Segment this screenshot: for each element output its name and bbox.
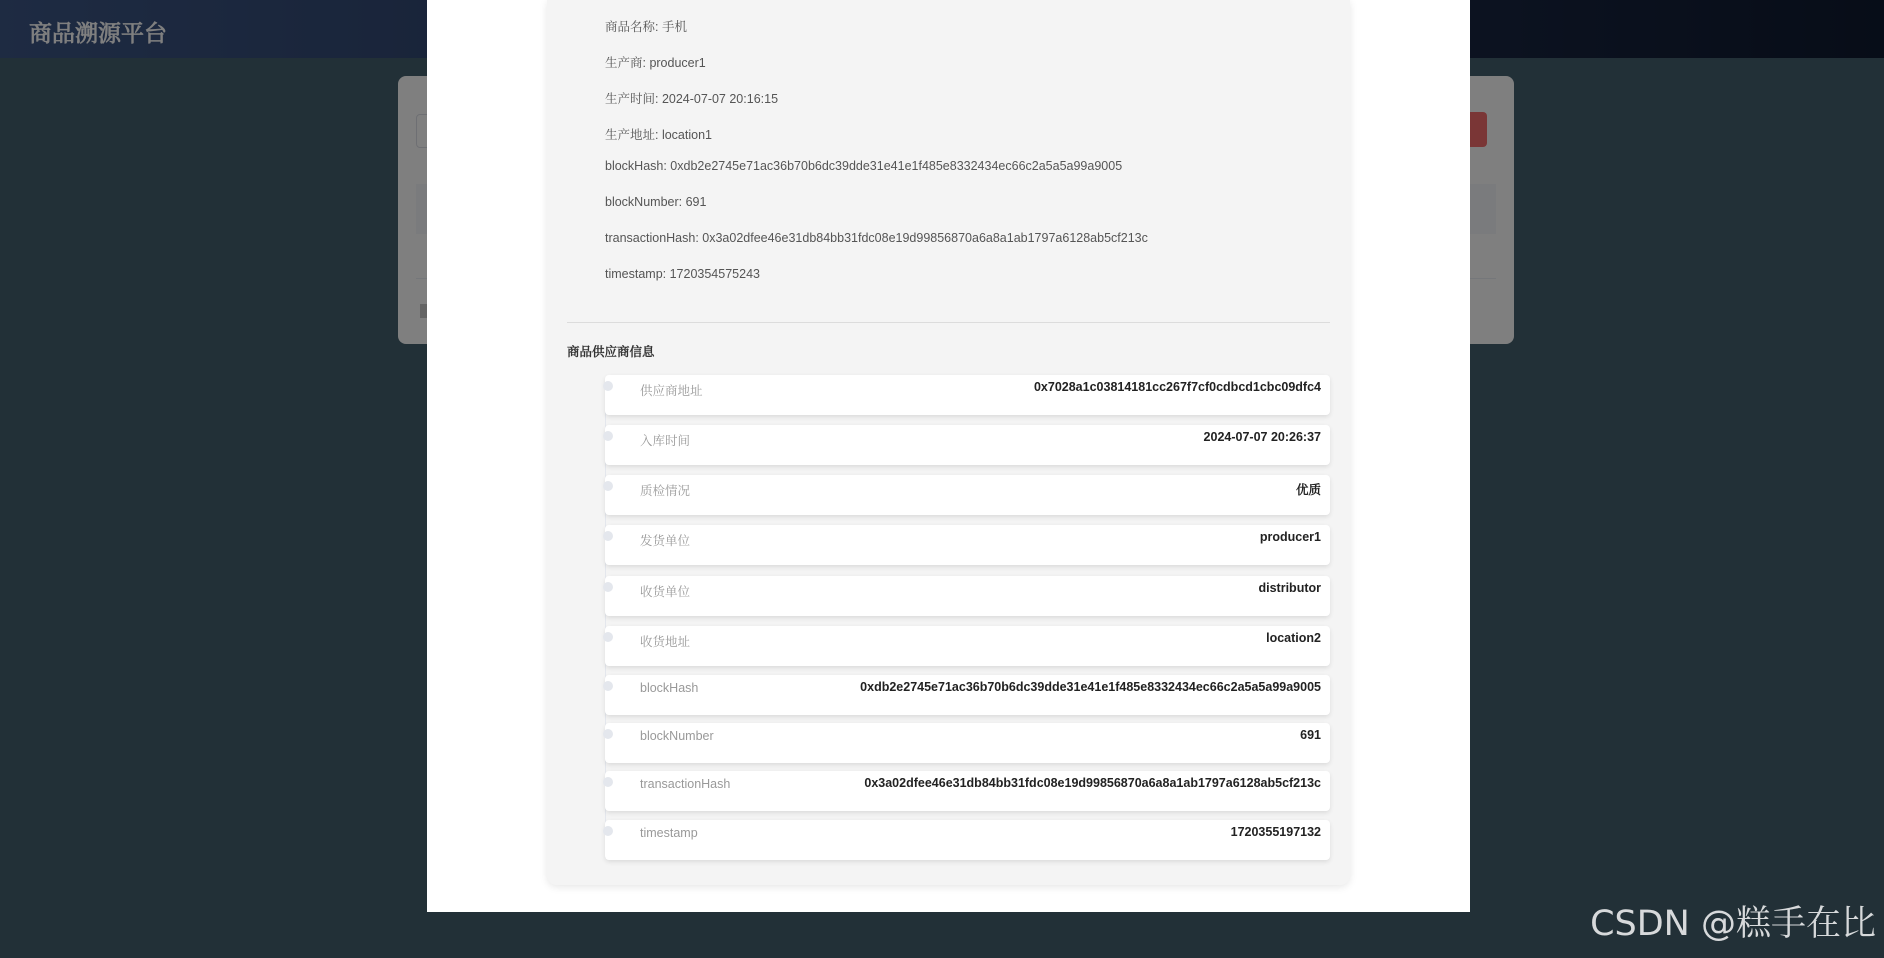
timeline-value: 0xdb2e2745e71ac36b70b6dc39dde31e41e1f485e8332434ec66c2a5a5a99a9005 (860, 680, 1321, 694)
product-name: 商品名称: 手机 (605, 20, 687, 34)
supplier-section-title: 商品供应商信息 (567, 345, 655, 359)
timeline-label: 发货单位 (640, 534, 691, 548)
timeline-label: 质检情况 (640, 484, 691, 498)
timeline-dot-icon (603, 431, 613, 441)
timeline-dot-icon (603, 826, 613, 836)
timeline-item-receiver (605, 576, 1330, 616)
timeline-value: 1720355197132 (1230, 825, 1321, 839)
timeline-value: 691 (1300, 728, 1321, 742)
timestamp: timestamp: 1720354575243 (605, 267, 760, 281)
timeline-item-block-number (605, 723, 1330, 763)
timeline-dot-icon (603, 582, 613, 592)
timeline-item-supplier-address (605, 375, 1330, 415)
timeline-item-transaction-hash (605, 771, 1330, 811)
transaction-hash: transactionHash: 0x3a02dfee46e31db84bb31fdc08e19d99856870a6a8a1ab1797a6128ab5cf213c (605, 231, 1148, 245)
timeline-item-storage-time (605, 425, 1330, 465)
timeline-item-quality (605, 475, 1330, 515)
timeline-item-timestamp (605, 820, 1330, 860)
timeline-value: 2024-07-07 20:26:37 (1203, 430, 1321, 444)
timeline-label: blockHash (640, 681, 699, 695)
timeline-dot-icon (603, 729, 613, 739)
production-time: 生产时间: 2024-07-07 20:16:15 (605, 92, 779, 106)
timeline-label: 入库时间 (640, 434, 691, 448)
timeline-label: 收货地址 (640, 635, 691, 649)
product-detail-panel (547, 0, 1350, 885)
timeline-label: 供应商地址 (640, 384, 703, 398)
timeline-label: transactionHash (640, 777, 731, 791)
timeline-item-receive-address (605, 626, 1330, 666)
timeline-value: 优质 (1295, 483, 1321, 497)
timeline-dot-icon (603, 481, 613, 491)
timeline-value: location2 (1266, 631, 1321, 645)
block-number: blockNumber: 691 (605, 195, 707, 209)
timeline-label: 收货单位 (640, 585, 691, 599)
timeline-label: timestamp (640, 826, 698, 840)
detail-dialog (427, 0, 1470, 912)
timeline-dot-icon (603, 681, 613, 691)
timeline-dot-icon (603, 381, 613, 391)
timeline-value: 0x3a02dfee46e31db84bb31fdc08e19d99856870a6a8a1ab1797a6128ab5cf213c (864, 776, 1321, 790)
production-address: 生产地址: location1 (605, 128, 712, 142)
timeline-value: 0x7028a1c03814181cc267f7cf0cdbcd1cbc09dfc4 (1033, 380, 1321, 394)
timeline-item-sender (605, 525, 1330, 565)
producer: 生产商: producer1 (605, 56, 706, 70)
timeline-value: producer1 (1259, 530, 1321, 544)
timeline-dot-icon (603, 632, 613, 642)
timeline-dot-icon (603, 531, 613, 541)
timeline-dot-icon (603, 777, 613, 787)
csdn-watermark: CSDN @糕手在比 (1590, 904, 1876, 944)
timeline-item-block-hash (605, 675, 1330, 715)
timeline-label: blockNumber (640, 729, 714, 743)
timeline-value: distributor (1258, 581, 1321, 595)
section-divider (567, 322, 1330, 323)
block-hash: blockHash: 0xdb2e2745e71ac36b70b6dc39dde31e41e1f485e8332434ec66c2a5a5a99a9005 (605, 159, 1123, 173)
